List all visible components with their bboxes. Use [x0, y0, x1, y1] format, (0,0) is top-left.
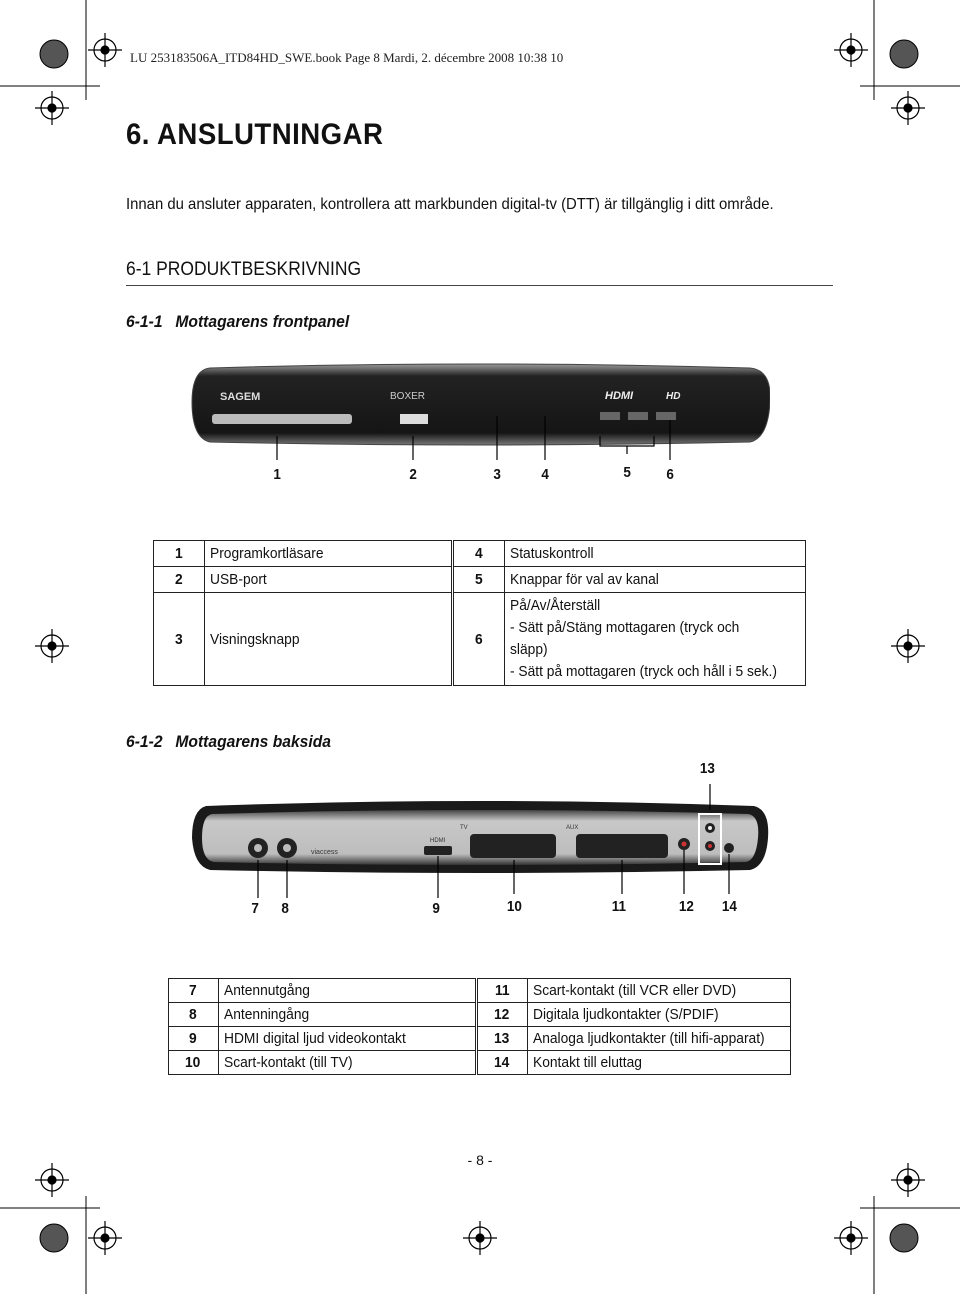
item-number: 8 — [169, 1003, 219, 1027]
front-panel-number: 6-1-1 — [126, 312, 163, 331]
callout-11: 11 — [611, 898, 627, 915]
device-brand-label: SAGEM — [220, 391, 261, 403]
item-number: 13 — [477, 1027, 528, 1051]
item-number: 3 — [154, 593, 205, 686]
table-row — [169, 979, 791, 1003]
callout-3: 3 — [493, 466, 501, 483]
device-hd-label: HD — [666, 391, 681, 402]
back-panel-image — [188, 780, 772, 900]
device-aux-label: AUX — [566, 825, 579, 831]
item-label: Visningsknapp — [204, 593, 453, 686]
item-label: USB-port — [204, 567, 453, 593]
back-panel-number: 6-1-2 — [126, 732, 163, 751]
item-number: 2 — [154, 567, 205, 593]
callout-5: 5 — [623, 464, 631, 481]
callout-7: 7 — [251, 900, 259, 917]
item-label: Statuskontroll — [504, 541, 805, 567]
desc-line: - Sätt på/Stäng mottagaren (tryck och — [509, 619, 740, 636]
desc-line: På/Av/Återställ — [509, 597, 601, 614]
table-row — [169, 1051, 791, 1075]
page-number: - 8 - — [467, 1152, 493, 1168]
item-number: 4 — [453, 541, 505, 567]
front-panel-heading — [126, 312, 349, 332]
desc-line: - Sätt på mottagaren (tryck och håll i 5 sek.) — [509, 663, 777, 680]
item-number: 9 — [169, 1027, 219, 1051]
item-number: 7 — [169, 979, 219, 1003]
device-tv-label: TV — [460, 825, 468, 831]
item-label — [504, 593, 805, 686]
item-label: Antennutgång — [218, 979, 477, 1003]
item-number: 6 — [453, 593, 505, 686]
item-number: 10 — [169, 1051, 219, 1075]
front-panel-title: Mottagarens frontpanel — [175, 312, 350, 331]
item-label: Scart-kontakt (till VCR eller DVD) — [528, 979, 791, 1003]
section-divider — [126, 285, 833, 286]
device-hdmi-label: HDMI — [605, 390, 634, 402]
item-number: 1 — [154, 541, 205, 567]
callout-14: 14 — [721, 898, 737, 915]
front-panel-legend-table — [153, 540, 806, 686]
item-label: Analoga ljudkontakter (till hifi-apparat) — [528, 1027, 791, 1051]
callout-10: 10 — [506, 898, 522, 915]
item-number: 12 — [477, 1003, 528, 1027]
item-label: Scart-kontakt (till TV) — [218, 1051, 477, 1075]
callout-6: 6 — [666, 466, 674, 483]
callout-8: 8 — [281, 900, 289, 917]
item-label: Kontakt till eluttag — [528, 1051, 791, 1075]
item-label: HDMI digital ljud videokontakt — [218, 1027, 477, 1051]
item-number: 5 — [453, 567, 505, 593]
item-number: 14 — [477, 1051, 528, 1075]
table-row — [154, 593, 806, 686]
table-row — [169, 1027, 791, 1051]
desc-line: släpp) — [509, 641, 548, 658]
item-label: Antenningång — [218, 1003, 477, 1027]
device-logo-label: BOXER — [390, 391, 426, 402]
item-number: 11 — [477, 979, 528, 1003]
back-panel-heading — [126, 732, 331, 752]
table-row — [154, 541, 806, 567]
table-row — [154, 567, 806, 593]
callout-2: 2 — [409, 466, 417, 483]
intro-text: Innan du ansluter apparaten, kontrollera att markbunden digital-tv (DTT) är tillgänglig i ditt område. — [126, 196, 774, 213]
chapter-title: 6. ANSLUTNINGAR — [126, 118, 384, 151]
section-title: 6-1 PRODUKTBESKRIVNING — [126, 259, 362, 280]
callout-9: 9 — [432, 900, 440, 917]
table-row — [169, 1003, 791, 1027]
print-header: LU 253183506A_ITD84HD_SWE.book Page 8 Mardi, 2. décembre 2008 10:38 10 — [130, 50, 564, 65]
callout-13: 13 — [699, 760, 715, 777]
back-panel-legend-table — [168, 978, 791, 1075]
item-label: Knappar för val av kanal — [504, 567, 805, 593]
device-brand-label: viaccess — [311, 849, 338, 856]
item-label: Digitala ljudkontakter (S/PDIF) — [528, 1003, 791, 1027]
callout-12: 12 — [678, 898, 694, 915]
item-label: Programkortläsare — [204, 541, 453, 567]
callout-4: 4 — [541, 466, 549, 483]
callout-1: 1 — [273, 466, 281, 483]
back-panel-title: Mottagarens baksida — [175, 732, 331, 751]
device-hdmi-label: HDMI — [430, 838, 446, 844]
